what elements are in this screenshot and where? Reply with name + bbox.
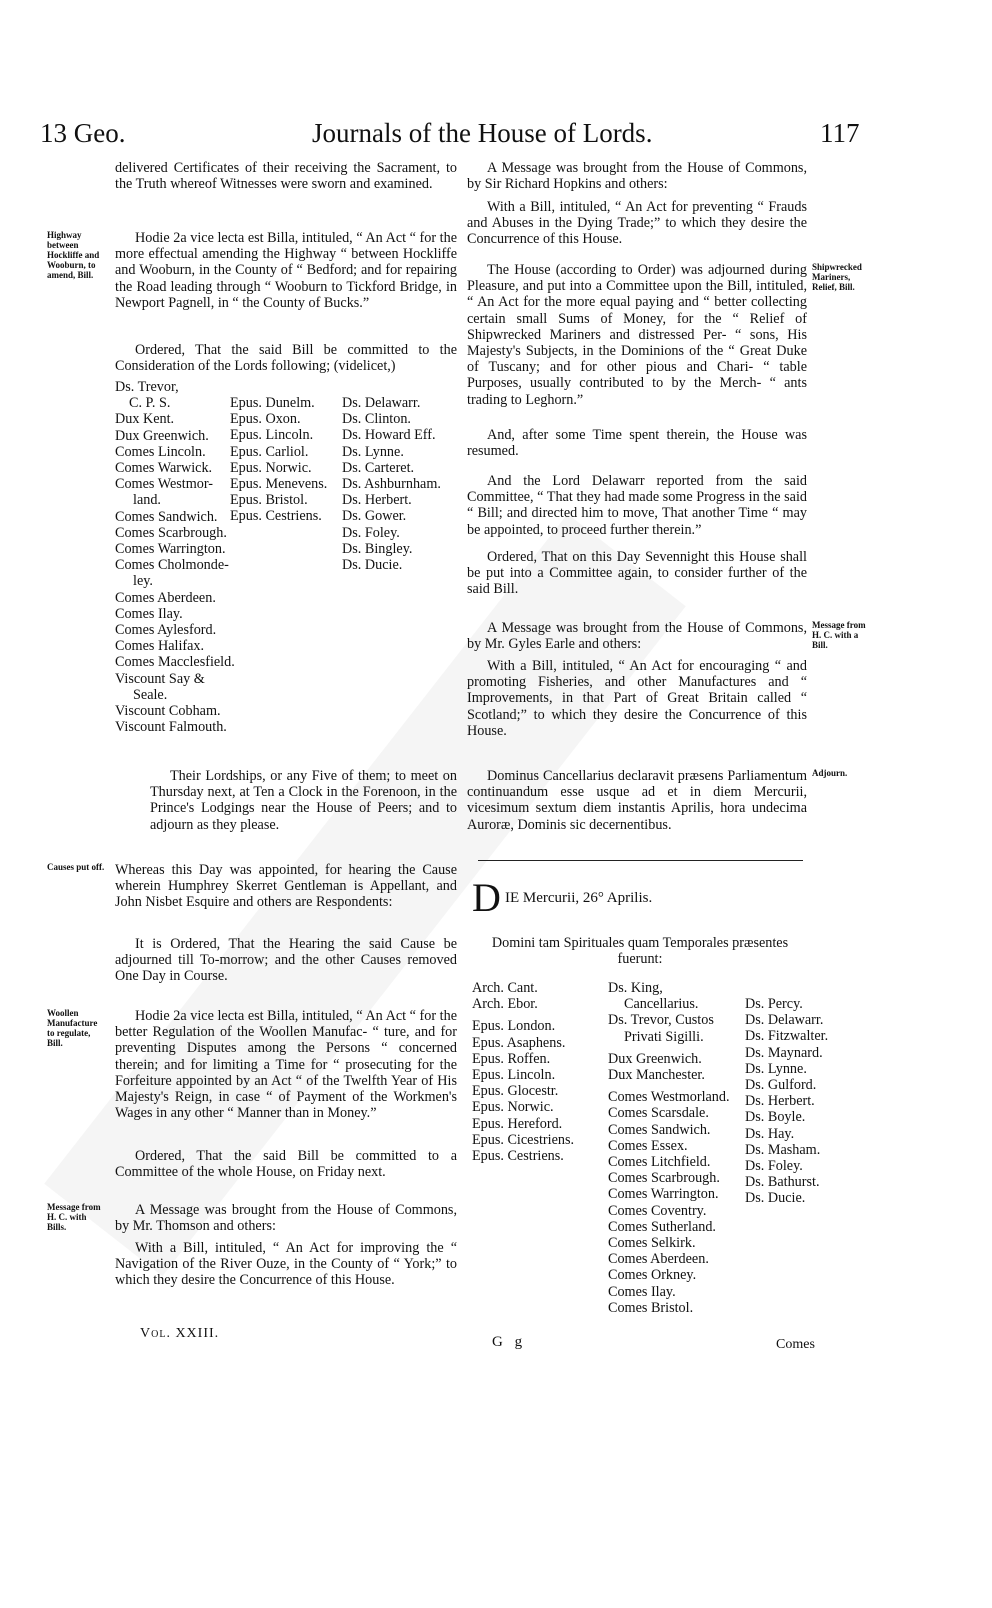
- footer-catchword: Comes: [776, 1337, 815, 1352]
- name: Comes Macclesfield.: [115, 654, 235, 671]
- name: Viscount Say &: [115, 670, 205, 687]
- name: Epus. Asaphens.: [472, 1034, 566, 1051]
- name: Ds. Lynne.: [745, 1060, 807, 1077]
- name: Epus. London.: [472, 1018, 556, 1035]
- name: Ds. Howard Eff.: [342, 427, 436, 444]
- name: C. P. S.: [129, 395, 171, 412]
- footer-signature: G g: [492, 1334, 527, 1350]
- present-col-2: [608, 980, 743, 1316]
- name: Comes Orkney.: [608, 1267, 697, 1284]
- name: Epus. Oxon.: [230, 411, 301, 428]
- name: Ds. Bathurst.: [745, 1174, 820, 1191]
- left-para-10: With a Bill, intituled, “ An Act for improving the “ Navigation of the River Ouze, in the County of “ York;” to which they desire the Concurrence of this House.: [115, 1240, 457, 1289]
- name: Seale.: [133, 686, 168, 703]
- name: Ds. Carteret.: [342, 459, 415, 476]
- name: Comes Essex.: [608, 1137, 688, 1154]
- name: Epus. Norwic.: [472, 1099, 554, 1116]
- committee-col-2: [230, 395, 340, 525]
- right-para-9: Dominus Cancellarius declaravit præsens Parliamentum continuandum esse usque ad et in diem Mercurii, vicesimum sextum diem instantis Aprilis, hora undecima Auroræ, Dominis sic decernentibus.: [467, 768, 807, 833]
- left-para-7: Hodie 2a vice lecta est Billa, intituled, “ An Act “ for the better Regulation of the Woollen Manufac- “ ture, and for preventing Disputes among the Persons “ concerned therein; and for limiting a Time for “ prosecuting for the Forfeiture appointed by an Act “ of the Twelfth Year of His Majesty's Reign, in case “ of Payment of the Workmen's Wages in any other “ Manner than in Money.”: [115, 1008, 457, 1122]
- name: Comes Aberdeen.: [115, 589, 216, 606]
- name: Epus. Bristol.: [230, 492, 308, 509]
- name: Dux Kent.: [115, 411, 175, 428]
- name: Ds. Foley.: [745, 1158, 803, 1175]
- header-title: Journals of the House of Lords.: [312, 118, 653, 148]
- right-para-3: The House (according to Order) was adjourned during Pleasure, and put into a Committee upon the Bill, intituled, “ An Act for the more equal paying and “ better collecting certain small Sums of Money, for the “ Relief of Shipwrecked Mariners and distressed Per- “ sons, His Majesty's Subjects, in the Dominions of the “ Great Duke of Tuscany; and for other pious and Chari- “ table Purposes, usually contributed to by the Merch- “ ants trading to Leghorn.”: [467, 262, 807, 408]
- name: Comes Lincoln.: [115, 443, 206, 460]
- committee-col-1: [115, 379, 233, 735]
- name: ley.: [133, 573, 153, 590]
- name: Comes Warrington.: [115, 541, 226, 558]
- name: Comes Aylesford.: [115, 622, 217, 639]
- name: Ds. Foley.: [342, 524, 400, 541]
- name: Cancellarius.: [624, 996, 699, 1013]
- name: Comes Ilay.: [115, 605, 183, 622]
- margin-note-message: Message from H. C. with Bills.: [47, 1202, 101, 1232]
- name: Comes Sandwich.: [608, 1121, 711, 1138]
- name: Ds. Maynard.: [745, 1044, 823, 1061]
- name: Epus. Lincoln.: [230, 427, 314, 444]
- name: Comes Scarbrough.: [115, 524, 227, 541]
- name: Comes Warrington.: [608, 1186, 719, 1203]
- name: Comes Aberdeen.: [608, 1251, 709, 1268]
- header-regnal-year: 13 Geo.: [40, 118, 126, 148]
- name: Comes Sandwich.: [115, 508, 218, 525]
- right-para-4: And, after some Time spent therein, the House was resumed.: [467, 427, 807, 460]
- left-para-3: Ordered, That the said Bill be committed to the Consideration of the Lords following; (videlicet,): [115, 342, 457, 375]
- right-para-5: And the Lord Delawarr reported from the said Committee, “ That they had made some Progress in the said “ Bill; and directed him to move, That another Time “ may be appointed, to proceed further therein.”: [467, 473, 807, 538]
- present-col-3: [745, 996, 865, 1207]
- margin-note-shipwrecked: Shipwrecked Mariners, Relief, Bill.: [812, 262, 862, 292]
- right-para-7: A Message was brought from the House of Commons, by Mr. Gyles Earle and others:: [467, 620, 807, 653]
- name: Ds. Ducie.: [342, 557, 403, 574]
- name: Epus. Menevens.: [230, 476, 328, 493]
- margin-note-woollen: Woollen Manufacture to regulate, Bill.: [47, 1008, 98, 1048]
- name: Epus. Cestriens.: [472, 1148, 564, 1165]
- right-para-2: With a Bill, intituled, “ An Act for preventing “ Frauds and Abuses in the Dying Trade;” to which they desire the Concurrence of this House.: [467, 199, 807, 248]
- name: Ds. Clinton.: [342, 411, 411, 428]
- left-para-1: delivered Certificates of their receiving the Sacrament, to the Truth whereof Witnesses were sworn and examined.: [115, 160, 457, 193]
- name: Comes Cholmonde-: [115, 557, 229, 574]
- name: Ds. Ashburnham.: [342, 476, 441, 493]
- present-heading: Domini tam Spirituales quam Temporales præsentes fuerunt:: [491, 935, 789, 968]
- name: Viscount Cobham.: [115, 703, 221, 720]
- left-para-2: Hodie 2a vice lecta est Billa, intituled, “ An Act “ for the more effectual amending the Highway “ between Hockliffe and Wooburn, in the County of “ Bedford; and for repairing the Road leading through “ Wooburn to Tickford Bridge, in Newport Pagnell, in “ the County of Bucks.”: [115, 230, 457, 311]
- name: Epus. Cestriens.: [230, 508, 322, 525]
- name: Ds. Herbert.: [745, 1093, 815, 1110]
- margin-note-highway: Highway between Hockliffe and Wooburn, to amend, Bill.: [47, 230, 100, 280]
- right-para-8: With a Bill, intituled, “ An Act for encouraging “ and promoting Fisheries, and other Manufactures and “ Improvements, in that Part of Great Britain called “ Scotland;” to which they desire the Concurrence of this House.: [467, 658, 807, 739]
- name: Epus. Norwic.: [230, 459, 312, 476]
- name: Comes Halifax.: [115, 638, 205, 655]
- footer-volume: Vol. XXIII.: [140, 1326, 220, 1341]
- name: Dux Greenwich.: [115, 427, 209, 444]
- name: Ds. Trevor, Custos: [608, 1012, 714, 1029]
- name: Ds. Bingley.: [342, 540, 413, 557]
- margin-note-message-2: Message from H. C. with a Bill.: [812, 620, 866, 650]
- name: Ds. Boyle.: [745, 1109, 806, 1126]
- left-para-4: Their Lordships, or any Five of them; to meet on Thursday next, at Ten a Clock in the Forenoon, in the Prince's Lodgings near the House of Peers; and to adjourn as they please.: [150, 768, 457, 833]
- name: Comes Westmor-: [115, 476, 214, 493]
- name: Epus. Lincoln.: [472, 1067, 556, 1084]
- name: Epus. Hereford.: [472, 1115, 563, 1132]
- name: Epus. Glocestr.: [472, 1083, 559, 1100]
- name: Comes Ilay.: [608, 1283, 676, 1300]
- left-para-9: A Message was brought from the House of Commons, by Mr. Thomson and others:: [115, 1202, 457, 1235]
- name: Comes Coventry.: [608, 1202, 707, 1219]
- name: Ds. Herbert.: [342, 492, 412, 509]
- day-heading: IE Mercurii, 26° Aprilis.: [505, 890, 653, 906]
- margin-note-adjourn: Adjourn.: [812, 768, 848, 778]
- drop-cap: D: [472, 875, 501, 920]
- name: Epus. Cicestriens.: [472, 1131, 575, 1148]
- name: Dux Greenwich.: [608, 1050, 702, 1067]
- name: Ds. Hay.: [745, 1125, 795, 1142]
- name: Dux Manchester.: [608, 1067, 705, 1084]
- name: Epus. Dunelm.: [230, 395, 315, 411]
- name: Ds. Fitzwalter.: [745, 1028, 829, 1045]
- name: Epus. Carliol.: [230, 443, 309, 460]
- name: land.: [133, 492, 161, 509]
- left-para-5: Whereas this Day was appointed, for hearing the Cause wherein Humphrey Skerret Gentleman is Appellant, and John Nisbet Esquire and others are Respondents:: [115, 862, 457, 911]
- name: Ds. Ducie.: [745, 1190, 806, 1207]
- name: Viscount Falmouth.: [115, 719, 227, 736]
- margin-note-causes: Causes put off.: [47, 862, 105, 872]
- name: Arch. Ebor.: [472, 996, 538, 1013]
- present-col-1: [472, 980, 607, 1164]
- right-para-6: Ordered, That on this Day Sevennight this House shall be put into a Committee again, to consider further of the said Bill.: [467, 549, 807, 598]
- name: Ds. King,: [608, 980, 663, 996]
- right-para-1: A Message was brought from the House of Commons, by Sir Richard Hopkins and others:: [467, 160, 807, 193]
- name: Ds. Delawarr.: [745, 1012, 824, 1029]
- left-para-6: It is Ordered, That the Hearing the said Cause be adjourned till To-morrow; and the other Causes removed One Day in Course.: [115, 936, 457, 985]
- name: Ds. Gulford.: [745, 1077, 817, 1094]
- section-divider: [478, 860, 803, 861]
- left-para-8: Ordered, That the said Bill be committed to a Committee of the whole House, on Friday next.: [115, 1148, 457, 1181]
- name: Comes Litchfield.: [608, 1154, 711, 1171]
- name: Arch. Cant.: [472, 980, 538, 996]
- name: Ds. Gower.: [342, 508, 407, 525]
- name: Comes Bristol.: [608, 1299, 694, 1316]
- name: Ds. Lynne.: [342, 443, 404, 460]
- header-page-number: 117: [820, 118, 860, 148]
- name: Privati Sigilli.: [624, 1028, 704, 1045]
- name: Comes Westmorland.: [608, 1089, 730, 1106]
- name: Comes Warwick.: [115, 460, 213, 477]
- committee-col-3: [342, 395, 460, 573]
- name: Comes Selkirk.: [608, 1235, 696, 1252]
- name: Epus. Roffen.: [472, 1050, 551, 1067]
- name: Ds. Delawarr.: [342, 395, 421, 411]
- name: Ds. Trevor,: [115, 379, 179, 395]
- name: Comes Scarbrough.: [608, 1170, 720, 1187]
- name: Ds. Masham.: [745, 1141, 821, 1158]
- name: Comes Scarsdale.: [608, 1105, 709, 1122]
- name: Comes Sutherland.: [608, 1218, 716, 1235]
- name: Ds. Percy.: [745, 996, 803, 1012]
